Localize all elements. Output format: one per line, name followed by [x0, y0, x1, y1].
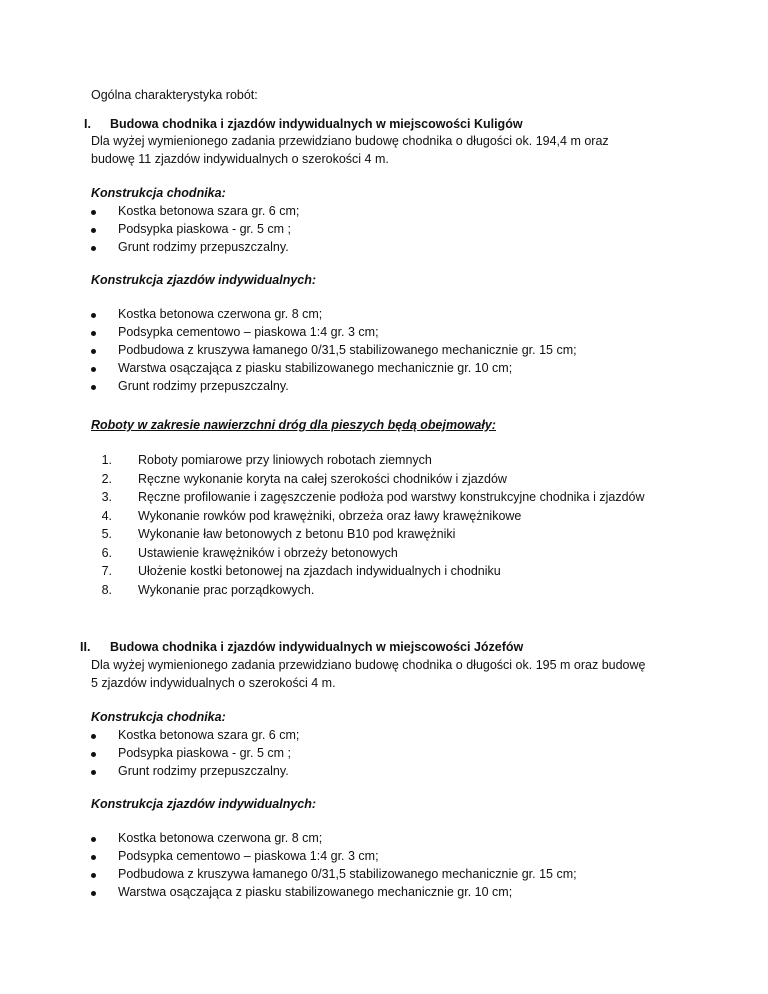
section2-sidewalk-item: Kostka betonowa szara gr. 6 cm; [118, 728, 300, 742]
section2-desc-line1: Dla wyżej wymienionego zadania przewidziano budowę chodnika o długości ok. 195 m oraz budowę [91, 658, 646, 672]
works-item: Wykonanie rowków pod krawężniki, obrzeża oraz ławy krawężnikowe [138, 509, 522, 523]
section2-desc-line2: 5 zjazdów indywidualnych o szerokości 4 m. [91, 676, 336, 690]
section1-sidewalk-title: Konstrukcja chodnika: [91, 186, 226, 200]
bullet-icon [91, 855, 96, 860]
works-item: Roboty pomiarowe przy liniowych robotach ziemnych [138, 453, 432, 467]
bullet-icon [91, 246, 96, 251]
bullet-icon [91, 228, 96, 233]
section1-driveway-item: Podbudowa z kruszywa łamanego 0/31,5 stabilizowanego mechanicznie gr. 15 cm; [118, 343, 577, 357]
bullet-icon [91, 385, 96, 390]
section1-heading: Budowa chodnika i zjazdów indywidualnych w miejscowości Kuligów [110, 117, 523, 131]
intro-text: Ogólna charakterystyka robót: [91, 88, 258, 102]
section1-desc-line2: budowę 11 zjazdów indywidualnych o szerokości 4 m. [91, 152, 389, 166]
section2-roman: II. [80, 640, 91, 654]
section1-roman: I. [84, 117, 91, 131]
works-item-number: 8. [101, 583, 112, 597]
bullet-icon [91, 837, 96, 842]
section2-driveway-title: Konstrukcja zjazdów indywidualnych: [91, 797, 317, 811]
bullet-icon [91, 349, 96, 354]
works-item: Ręczne wykonanie koryta na całej szerokości chodników i zjazdów [138, 472, 507, 486]
section1-sidewalk-item: Podsypka piaskowa - gr. 5 cm ; [118, 222, 291, 236]
section1-works-title: Roboty w zakresie nawierzchni dróg dla pieszych będą obejmowały: [91, 418, 496, 432]
section2-heading: Budowa chodnika i zjazdów indywidualnych w miejscowości Józefów [110, 640, 524, 654]
bullet-icon [91, 891, 96, 896]
bullet-icon [91, 210, 96, 215]
works-item-number: 3. [101, 490, 112, 504]
bullet-icon [91, 331, 96, 336]
section2-sidewalk-item: Grunt rodzimy przepuszczalny. [118, 764, 289, 778]
works-item: Ułożenie kostki betonowej na zjazdach indywidualnych i chodniku [138, 564, 501, 578]
works-item-number: 2. [101, 472, 112, 486]
bullet-icon [91, 313, 96, 318]
section2-sidewalk-title: Konstrukcja chodnika: [91, 710, 226, 724]
works-item-number: 7. [101, 564, 112, 578]
bullet-icon [91, 873, 96, 878]
works-item: Ręczne profilowanie i zagęszczenie podłoża pod warstwy konstrukcyjne chodnika i zjazdów [138, 490, 645, 504]
section2-driveway-item: Podsypka cementowo – piaskowa 1:4 gr. 3 cm; [118, 849, 379, 863]
section1-sidewalk-item: Grunt rodzimy przepuszczalny. [118, 240, 289, 254]
works-item-number: 6. [101, 546, 112, 560]
section1-driveway-item: Podsypka cementowo – piaskowa 1:4 gr. 3 cm; [118, 325, 379, 339]
section1-desc-line1: Dla wyżej wymienionego zadania przewidziano budowę chodnika o długości ok. 194,4 m oraz [91, 134, 609, 148]
works-item-number: 1. [101, 453, 112, 467]
works-item: Wykonanie ław betonowych z betonu B10 pod krawężniki [138, 527, 456, 541]
works-item-number: 5. [101, 527, 112, 541]
section2-driveway-item: Kostka betonowa czerwona gr. 8 cm; [118, 831, 323, 845]
section2-sidewalk-item: Podsypka piaskowa - gr. 5 cm ; [118, 746, 291, 760]
bullet-icon [91, 770, 96, 775]
works-item: Ustawienie krawężników i obrzeży betonowych [138, 546, 398, 560]
section2-driveway-item: Podbudowa z kruszywa łamanego 0/31,5 stabilizowanego mechanicznie gr. 15 cm; [118, 867, 577, 881]
section1-driveway-title: Konstrukcja zjazdów indywidualnych: [91, 273, 317, 287]
section1-driveway-item: Kostka betonowa czerwona gr. 8 cm; [118, 307, 323, 321]
works-item-number: 4. [101, 509, 112, 523]
section1-sidewalk-item: Kostka betonowa szara gr. 6 cm; [118, 204, 300, 218]
section1-driveway-item: Warstwa osączająca z piasku stabilizowanego mechanicznie gr. 10 cm; [118, 361, 513, 375]
bullet-icon [91, 367, 96, 372]
works-item: Wykonanie prac porządkowych. [138, 583, 315, 597]
bullet-icon [91, 752, 96, 757]
section1-driveway-item: Grunt rodzimy przepuszczalny. [118, 379, 289, 393]
section2-driveway-item: Warstwa osączająca z piasku stabilizowanego mechanicznie gr. 10 cm; [118, 885, 513, 899]
bullet-icon [91, 734, 96, 739]
